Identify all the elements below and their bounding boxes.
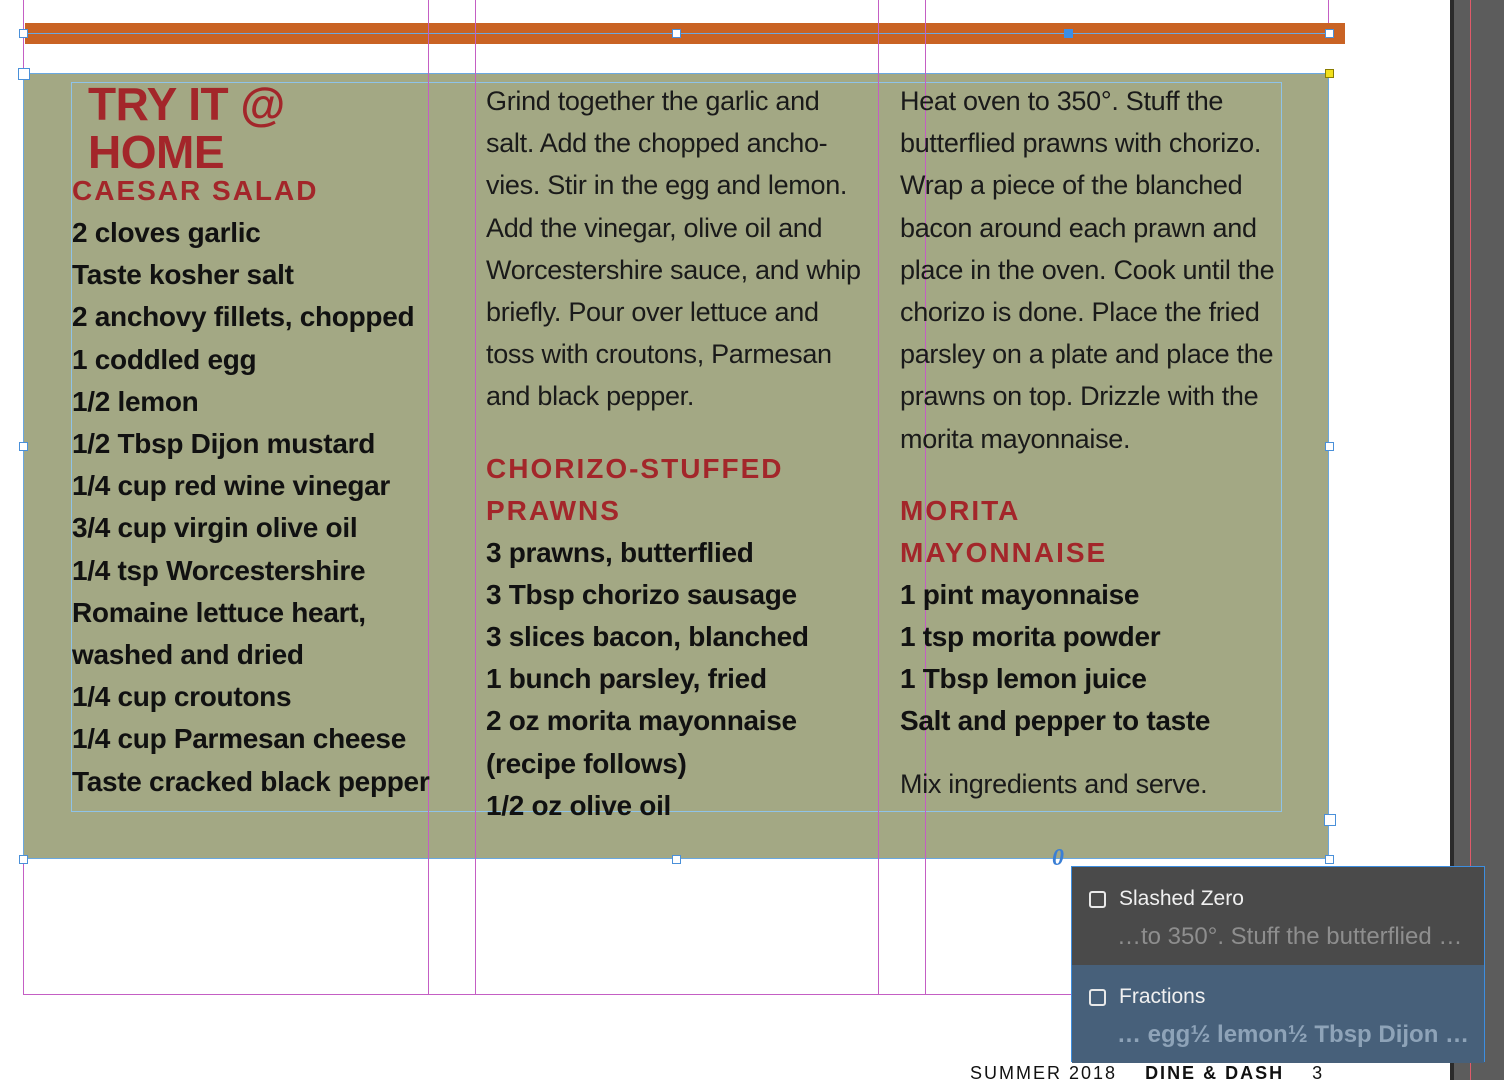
- option-fractions[interactable]: [1072, 965, 1484, 1063]
- fractions-preview: … egg½ lemon½ Tbsp Dijon …: [1117, 1021, 1470, 1048]
- column-3: [900, 80, 1290, 805]
- ingredient-list-caesar: [72, 212, 432, 803]
- body-line: vies. Stir in the egg and lemon.: [486, 170, 848, 201]
- frame-handle[interactable]: [19, 442, 28, 451]
- ingredient: Taste cracked black pepper: [72, 765, 430, 797]
- instructions-caesar: [486, 80, 866, 418]
- ingredient: (recipe follows): [486, 747, 687, 779]
- body-line: and black pepper.: [486, 381, 695, 412]
- body-line: bacon around each prawn and: [900, 212, 1257, 243]
- ingredient: 2 cloves garlic: [72, 217, 261, 248]
- ingredient: Salt and pepper to taste: [900, 705, 1211, 737]
- out-port-handle[interactable]: [1324, 814, 1336, 826]
- ingredient: 1/4 cup Parmesan cheese: [72, 723, 406, 755]
- contextual-glyph-icon[interactable]: 0: [1052, 845, 1064, 871]
- frame-handle[interactable]: [18, 68, 30, 80]
- frame-handle[interactable]: [1325, 855, 1334, 864]
- body-line: chorizo is done. Place the fried: [900, 297, 1260, 328]
- body-line: toss with croutons, Parmesan: [486, 339, 832, 370]
- fractions-label[interactable]: Fractions: [1119, 985, 1206, 1008]
- closing-instruction: Mix ingredients and serve.: [900, 768, 1208, 799]
- ingredient: Romaine lettuce heart,: [72, 596, 366, 628]
- folio-season: SUMMER 2018: [970, 1063, 1118, 1083]
- column-1: [72, 80, 432, 803]
- ingredient: 1 tsp morita powder: [900, 621, 1161, 653]
- ingredient: Taste kosher salt: [72, 259, 294, 291]
- ingredient: 1/2 oz olive oil: [486, 789, 672, 821]
- folio-page-number: 3: [1312, 1063, 1325, 1083]
- ingredient: 1/2 Tbsp Dijon mustard: [72, 428, 375, 460]
- slashed-zero-checkbox[interactable]: [1089, 891, 1106, 908]
- selection-handle-active[interactable]: [1064, 29, 1073, 38]
- body-line: salt. Add the chopped ancho-: [486, 128, 828, 159]
- recipe-heading-mayo-line2: MAYONNAISE: [900, 536, 1108, 568]
- body-line: parsley on a plate and place the: [900, 339, 1274, 370]
- column-2: [486, 80, 866, 827]
- ingredient: washed and dried: [72, 639, 304, 671]
- recipe-heading-prawns-line1: CHORIZO-STUFFED: [486, 452, 784, 484]
- ingredient: 3/4 cup virgin olive oil: [72, 512, 358, 544]
- body-line: Worcestershire sauce, and whip: [486, 254, 861, 285]
- ingredient: 1 pint mayonnaise: [900, 578, 1140, 610]
- body-line: briefly. Pour over lettuce and: [486, 297, 819, 328]
- body-line: Add the vinegar, olive oil and: [486, 212, 823, 243]
- corner-option-handle[interactable]: [1325, 69, 1334, 78]
- slashed-zero-preview: …to 350°. Stuff the butterflied …: [1117, 923, 1463, 950]
- body-line: prawns on top. Drizzle with the: [900, 381, 1259, 412]
- column-guide: [475, 0, 476, 995]
- ingredient: 1/4 tsp Worcestershire: [72, 554, 366, 586]
- ingredient: 2 oz morita mayonnaise: [486, 705, 797, 737]
- body-line: place in the oven. Cook until the: [900, 254, 1275, 285]
- recipe-heading-prawns-line2: PRAWNS: [486, 494, 621, 526]
- ingredient-list-mayo: [900, 574, 1290, 743]
- body-line: Wrap a piece of the blanched: [900, 170, 1243, 201]
- page-folio: [970, 1063, 1324, 1084]
- selection-handle[interactable]: [1325, 29, 1334, 38]
- ingredient: 3 Tbsp chorizo sausage: [486, 578, 797, 610]
- ingredient: 1 Tbsp lemon juice: [900, 663, 1147, 695]
- body-line: morita mayonnaise.: [900, 423, 1131, 454]
- ingredient: 1/4 cup red wine vinegar: [72, 470, 391, 502]
- page-title: TRY IT @ HOME: [88, 78, 285, 178]
- ingredient: 2 anchovy fillets, chopped: [72, 301, 415, 333]
- ingredient: 1 bunch parsley, fried: [486, 663, 767, 695]
- ingredient: 3 slices bacon, blanched: [486, 621, 809, 653]
- body-line: Grind together the garlic and: [486, 86, 820, 116]
- fractions-checkbox[interactable]: [1089, 989, 1106, 1006]
- ingredient: 1/4 cup croutons: [72, 681, 292, 713]
- ingredient-list-prawns: [486, 532, 866, 827]
- glyph-options-popup: [1071, 866, 1485, 1062]
- option-slashed-zero[interactable]: [1072, 867, 1484, 965]
- ingredient: 3 prawns, butterflied: [486, 536, 754, 568]
- instructions-prawns: [900, 80, 1290, 460]
- recipe-heading-caesar: CAESAR SALAD: [72, 175, 319, 206]
- orange-header-bar[interactable]: [25, 23, 1345, 44]
- folio-magazine: DINE & DASH: [1145, 1063, 1285, 1083]
- selection-handle[interactable]: [672, 29, 681, 38]
- frame-handle[interactable]: [672, 855, 681, 864]
- slashed-zero-label[interactable]: Slashed Zero: [1119, 887, 1244, 910]
- selection-handle[interactable]: [19, 29, 28, 38]
- ingredient: 1/2 lemon: [72, 385, 199, 417]
- recipe-heading-mayo-line1: MORITA: [900, 494, 1021, 526]
- ingredient: 1 coddled egg: [72, 343, 257, 375]
- column-guide: [878, 0, 879, 995]
- body-line: butterflied prawns with chorizo.: [900, 128, 1262, 159]
- frame-handle[interactable]: [19, 855, 28, 864]
- frame-handle[interactable]: [1325, 442, 1334, 451]
- body-line: Heat oven to 350°. Stuff the: [900, 86, 1224, 116]
